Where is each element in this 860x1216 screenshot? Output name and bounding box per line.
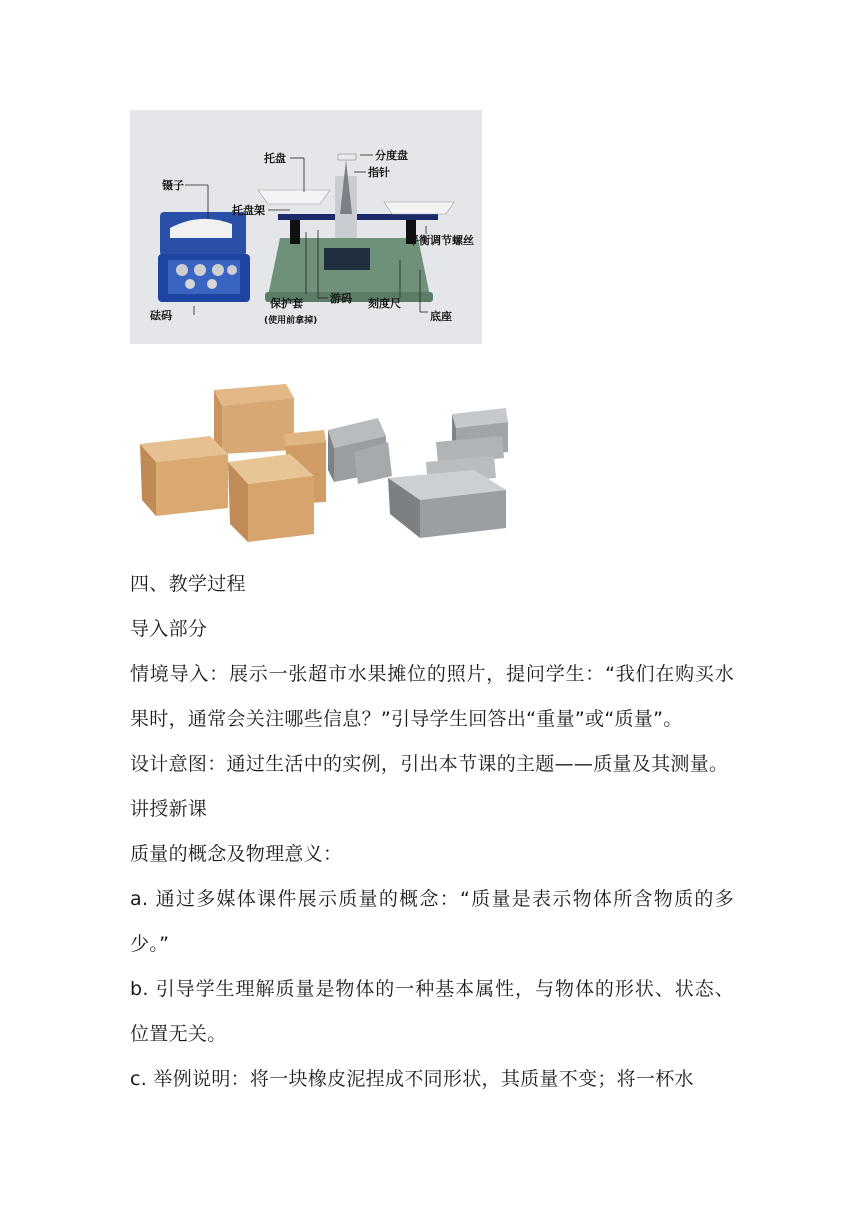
label-tweezers: 镊子 — [162, 179, 184, 192]
label-tray-frame: 托盘架 — [232, 204, 265, 217]
list-item-a: a. 通过多媒体课件展示质量的概念：“质量是表示物体所含物质的多少。” — [130, 888, 734, 955]
list-item-b: b. 引导学生理解质量是物体的一种基本属性，与物体的形状、状态、位置无关。 — [130, 978, 734, 1045]
label-dial: 分度盘 — [375, 149, 408, 162]
intro-paragraph: 情境导入：展示一张超市水果摊位的照片，提问学生：“我们在购买水果时，通常会关注哪些信息？”引导学生回答出“重量”或“质量”。 — [130, 663, 734, 730]
text-content — [130, 562, 734, 1102]
balance-scale-figure — [130, 110, 482, 344]
label-tray: 托盘 — [264, 152, 286, 165]
label-rider: 游码 — [330, 292, 352, 305]
concept-title: 质量的概念及物理意义： — [130, 843, 343, 865]
label-scale: 刻度尺 — [368, 297, 401, 310]
label-protective-cover-note: (使用前拿掉) — [264, 316, 318, 326]
intro-title: 导入部分 — [130, 618, 208, 640]
blocks-figure — [134, 378, 520, 548]
label-weights: 砝码 — [150, 309, 172, 322]
list-item-c: c. 举例说明：将一块橡皮泥捏成不同形状，其质量不变；将一杯水 — [130, 1068, 694, 1090]
label-base: 底座 — [430, 310, 452, 323]
weights-box-image — [158, 212, 250, 302]
label-pointer: 指针 — [368, 166, 390, 179]
new-lesson-title: 讲授新课 — [130, 798, 208, 820]
label-protective-cover: 保护套 — [270, 297, 303, 310]
label-balance-screw: 平衡调节螺丝 — [408, 234, 474, 247]
section-heading: 四、教学过程 — [130, 573, 246, 595]
design-intent-paragraph: 设计意图：通过生活中的实例，引出本节课的主题——质量及其测量。 — [130, 753, 729, 775]
